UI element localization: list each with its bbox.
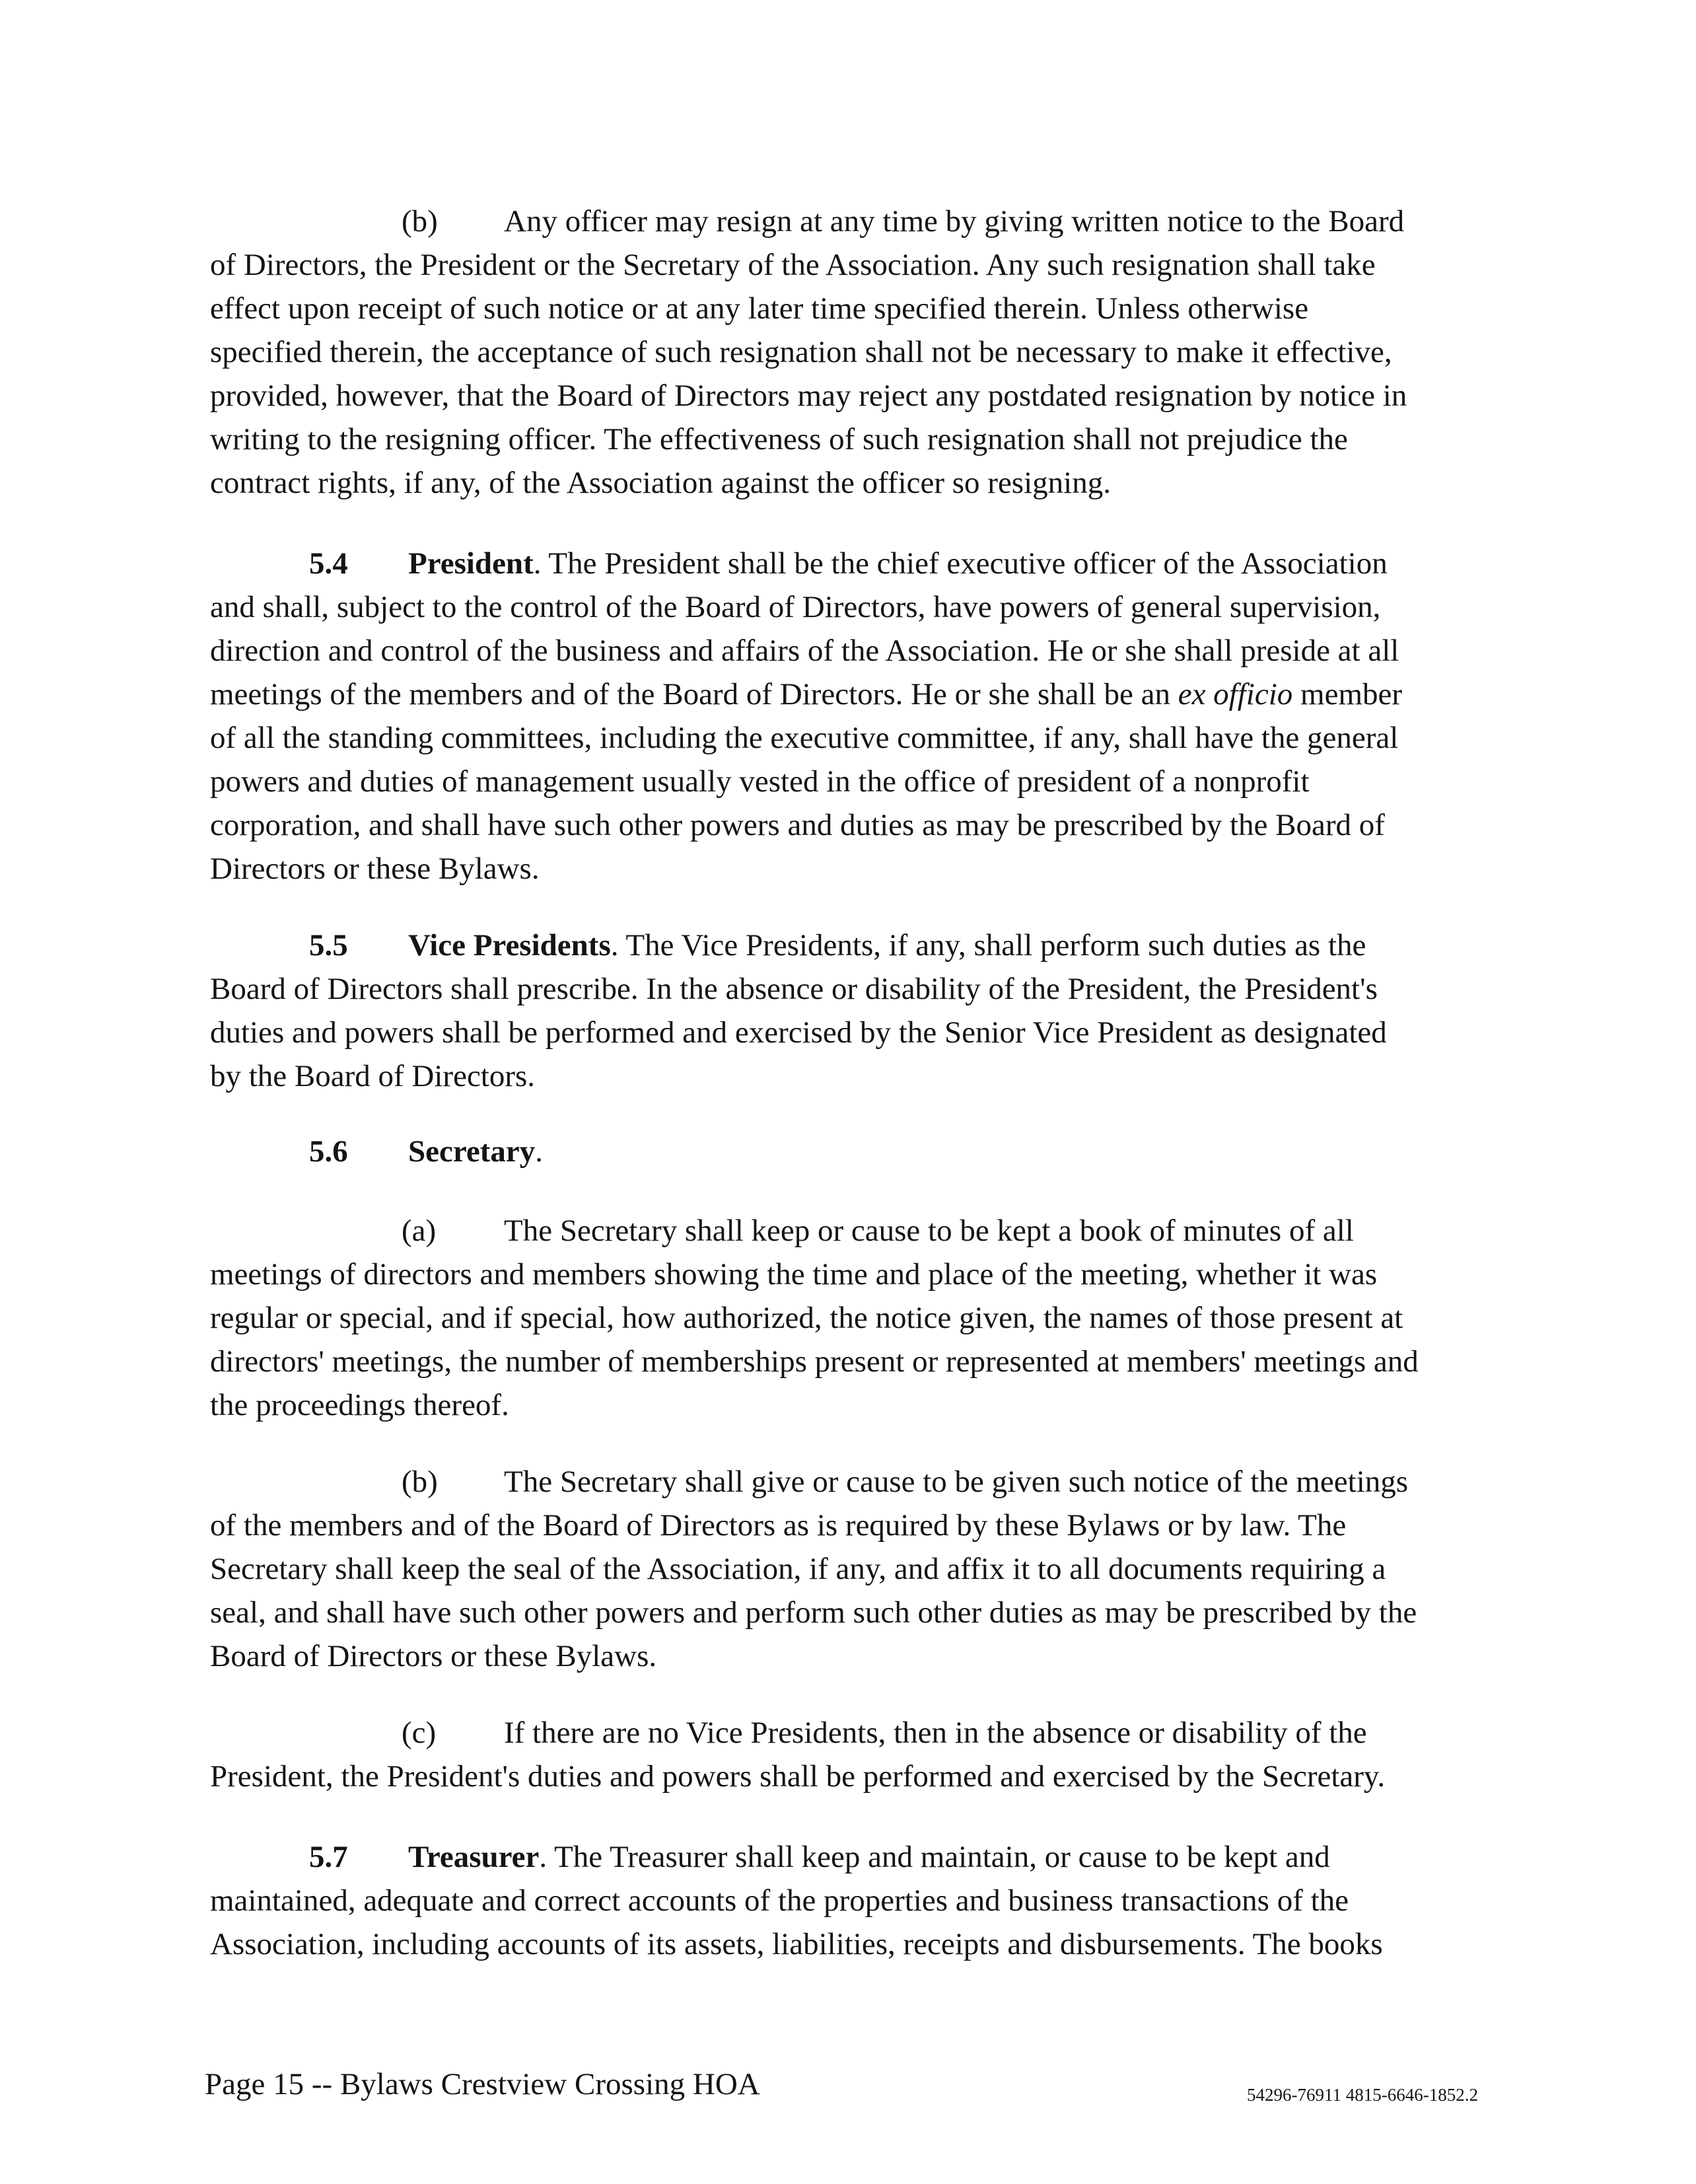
section-5-5-vice-presidents xyxy=(210,924,1504,1098)
section-title: Vice Presidents xyxy=(408,928,611,963)
subsection-label: (b) xyxy=(402,204,438,238)
italic-term: ex officio xyxy=(1178,677,1293,711)
paragraph-line: 5.7 Treasurer. The Treasurer shall keep and maintain, or cause to be kept and xyxy=(210,1835,1504,1879)
section-number: 5.4 xyxy=(309,546,348,581)
paragraph-line: specified therein, the acceptance of such resignation shall not be necessary to make it effective, xyxy=(210,335,1392,369)
section-number: 5.5 xyxy=(309,928,348,963)
section-title: Secretary xyxy=(408,1134,536,1169)
paragraph-line: Board of Directors shall prescribe. In the absence or disability of the President, the President's xyxy=(210,972,1378,1006)
paragraph-line: the proceedings thereof. xyxy=(210,1388,509,1422)
paragraph-line: and shall, subject to the control of the Board of Directors, have powers of general supervision, xyxy=(210,590,1381,624)
subsection-label: (b) xyxy=(402,1465,438,1499)
paragraph-line: directors' meetings, the number of memberships present or represented at members' meetings and xyxy=(210,1344,1419,1379)
section-number: 5.6 xyxy=(309,1134,348,1169)
paragraph-5-3-b xyxy=(210,200,1504,505)
paragraph-line: (b) The Secretary shall give or cause to be given such notice of the meetings xyxy=(210,1460,1504,1504)
paragraph-line: of the members and of the Board of Directors as is required by these Bylaws or by law. The xyxy=(210,1508,1347,1543)
paragraph-5-6-c xyxy=(210,1711,1504,1798)
paragraph-line: regular or special, and if special, how authorized, the notice given, the names of those present at xyxy=(210,1301,1403,1335)
paragraph-line: of all the standing committees, including the executive committee, if any, shall have the general xyxy=(210,721,1399,755)
section-5-7-treasurer xyxy=(210,1835,1504,1966)
document-id: 54296-76911 4815-6646-1852.2 xyxy=(1247,2085,1478,2105)
paragraph-5-6-b xyxy=(210,1460,1504,1678)
paragraph-line: Association, including accounts of its assets, liabilities, receipts and disbursements. The books xyxy=(210,1927,1383,1961)
paragraph-line: (b) Any officer may resign at any time by giving written notice to the Board xyxy=(210,200,1504,243)
paragraph-line: 5.6 Secretary. xyxy=(210,1130,1504,1173)
paragraph-line: 5.4 President. The President shall be the chief executive officer of the Association xyxy=(210,542,1504,585)
paragraph-line: effect upon receipt of such notice or at any later time specified therein. Unless otherwise xyxy=(210,291,1309,326)
paragraph-line: maintained, adequate and correct accounts of the properties and business transactions of the xyxy=(210,1883,1349,1918)
paragraph-line: writing to the resigning officer. The effectiveness of such resignation shall not prejudice the xyxy=(210,422,1348,456)
paragraph-line: direction and control of the business and affairs of the Association. He or she shall preside at all xyxy=(210,634,1399,668)
subsection-label: (a) xyxy=(402,1214,437,1248)
section-title: President xyxy=(408,546,534,581)
paragraph-line: by the Board of Directors. xyxy=(210,1059,536,1093)
paragraph-line: meetings of the members and of the Board of Directors. He or she shall be an ex officio member xyxy=(210,677,1403,711)
paragraph-line: of Directors, the President or the Secretary of the Association. Any such resignation shall take xyxy=(210,248,1376,282)
paragraph-line: powers and duties of management usually vested in the office of president of a nonprofit xyxy=(210,764,1310,799)
paragraph-line: duties and powers shall be performed and exercised by the Senior Vice President as designated xyxy=(210,1015,1387,1050)
page-footer-label: Page 15 -- Bylaws Crestview Crossing HOA xyxy=(205,2067,760,2101)
paragraph-line: contract rights, if any, of the Association against the officer so resigning. xyxy=(210,466,1111,500)
paragraph-line: provided, however, that the Board of Directors may reject any postdated resignation by notice in xyxy=(210,379,1407,413)
paragraph-line: (c) If there are no Vice Presidents, then in the absence or disability of the xyxy=(210,1711,1504,1755)
section-number: 5.7 xyxy=(309,1840,348,1874)
paragraph-line: (a) The Secretary shall keep or cause to be kept a book of minutes of all xyxy=(210,1209,1504,1253)
subsection-label: (c) xyxy=(402,1716,437,1750)
section-5-6-secretary-heading xyxy=(210,1130,1504,1173)
paragraph-line: Secretary shall keep the seal of the Association, if any, and affix it to all documents requiring a xyxy=(210,1552,1386,1586)
section-5-4-president xyxy=(210,542,1504,891)
paragraph-line: meetings of directors and members showing the time and place of the meeting, whether it was xyxy=(210,1257,1378,1292)
paragraph-line: Board of Directors or these Bylaws. xyxy=(210,1639,657,1673)
paragraph-line: President, the President's duties and powers shall be performed and exercised by the Secretary. xyxy=(210,1759,1386,1794)
paragraph-line: 5.5 Vice Presidents. The Vice Presidents, if any, shall perform such duties as the xyxy=(210,924,1504,967)
paragraph-5-6-a xyxy=(210,1209,1504,1427)
section-title: Treasurer xyxy=(408,1840,540,1874)
paragraph-line: seal, and shall have such other powers and perform such other duties as may be prescribed by the xyxy=(210,1595,1417,1630)
paragraph-line: Directors or these Bylaws. xyxy=(210,852,540,886)
paragraph-line: corporation, and shall have such other powers and duties as may be prescribed by the Board of xyxy=(210,808,1385,842)
